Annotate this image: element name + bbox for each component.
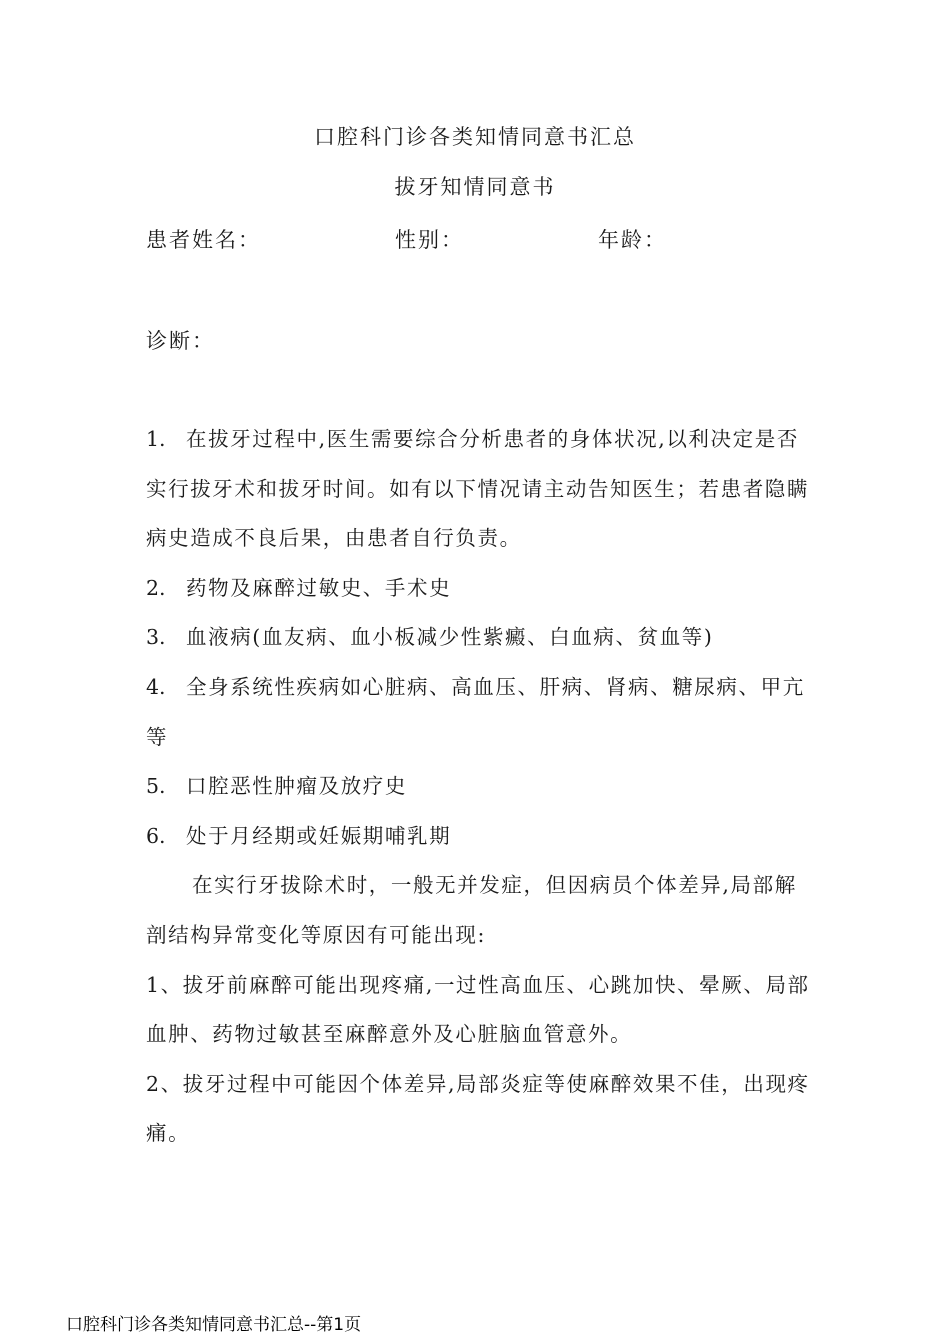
list-item-text: 在拔牙过程中,医生需要综合分析患者的身体状况,以利决定是否实行拔牙术和拔牙时间。如有以下情况请主动告知医生；若患者隐瞒病史造成不良后果，由患者自行负责。 [146, 427, 809, 551]
list-item-text: 药物及麻醉过敏史、手术史 [186, 575, 452, 600]
patient-name-label: 患者姓名： [146, 228, 261, 252]
list-item [146, 415, 810, 564]
diagnosis-label: 诊断： [146, 329, 215, 353]
list-item [146, 613, 810, 663]
list-item [146, 663, 810, 762]
list-item-text: 口腔恶性肿瘤及放疗史 [186, 774, 407, 799]
risk-item: 2、拔牙过程中可能因个体差异,局部炎症等使麻醉效果不佳，出现疼痛。 [146, 1071, 810, 1146]
list-item [146, 762, 810, 812]
complications-intro: 在实行牙拔除术时，一般无并发症，但因病员个体差异,局部解剖结构异常变化等原因有可能出现: [146, 873, 797, 947]
risk-item: 1、拔牙前麻醉可能出现疼痛,一过性高血压、心跳加快、晕厥、局部血肿、药物过敏甚至麻醉意外及心脏脑血管意外。 [146, 972, 810, 1047]
gender-label: 性别： [395, 228, 464, 252]
page-footer: 口腔科门诊各类知情同意书汇总--第1页 [66, 1315, 362, 1335]
consent-body [146, 415, 810, 1159]
list-item-number: 1. [146, 427, 166, 451]
list-item-number: 5. [146, 774, 166, 799]
list-item [146, 564, 810, 614]
list-item-text: 血液病(血友病、血小板减少性紫癜、白血病、贫血等) [186, 625, 714, 650]
list-item-number: 4. [146, 674, 166, 699]
patient-info-row [146, 224, 806, 254]
list-item-text: 全身系统性疾病如心脏病、高血压、肝病、肾病、糖尿病、甲亢等 [146, 674, 805, 749]
list-item-number: 2. [146, 575, 166, 600]
list-item-number: 3. [146, 625, 166, 650]
document-subtitle: 拔牙知情同意书 [394, 175, 556, 199]
age-label: 年龄： [598, 228, 667, 252]
list-item-number: 6. [146, 823, 166, 848]
list-item [146, 812, 810, 862]
document-title: 口腔科门诊各类知情同意书汇总 [314, 125, 636, 149]
list-item-text: 处于月经期或妊娠期哺乳期 [186, 823, 452, 848]
